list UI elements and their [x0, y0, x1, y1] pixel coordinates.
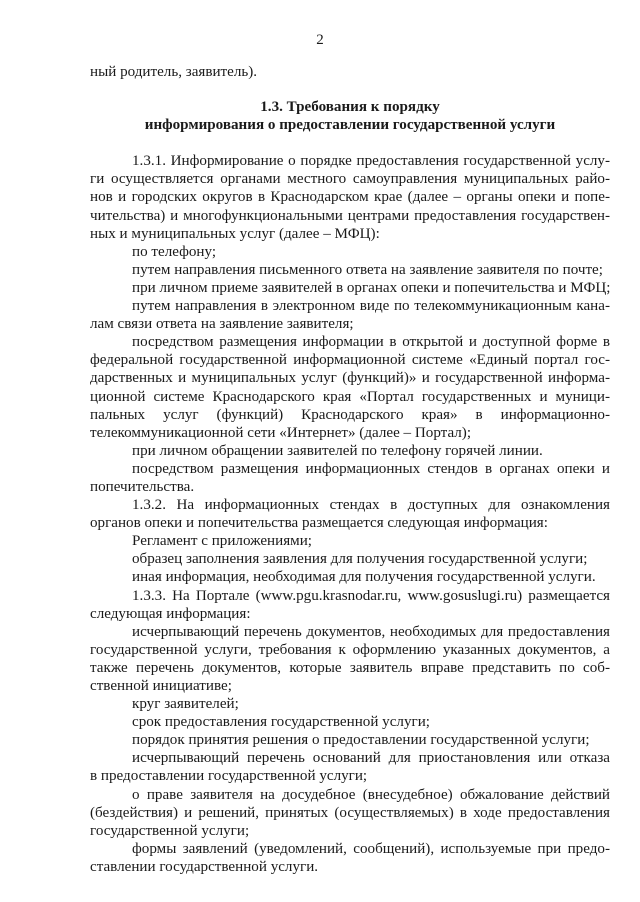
text-line: государственной услуги; — [90, 822, 250, 839]
text-line: пальных услуг (функций) Краснодарского края» в информационно- — [90, 406, 610, 423]
paragraph-first-line: формы заявлений (уведомлений, сообщений), используемые при предо- — [132, 840, 610, 857]
text-line: (бездействия) и решений, принятых (осуществляемых) в ходе предоставления — [90, 804, 610, 821]
text-line: ственной инициативе; — [90, 678, 232, 694]
text-line: ги осуществляется органами местного самоуправления муниципальных райо- — [90, 171, 610, 188]
text-line: нов и городских округов в Краснодарском крае (далее – органы опеки и попе- — [90, 189, 610, 206]
list-item-line: при личном приеме заявителей в органах опеки и попечительства и МФЦ; — [132, 279, 611, 296]
spacer — [90, 81, 610, 98]
paragraph-first-line: посредством размещения информации в открытой и доступной форме в — [132, 334, 610, 351]
text-line: государственной услуги, требования к оформлению указанных документов, а — [90, 641, 610, 658]
text-line: лам связи ответа на заявление заявителя; — [90, 316, 354, 333]
text-line: дарственных и муниципальных услуг (функций)» и государственной информа- — [90, 370, 610, 387]
paragraph-first-line: 1.3.1. Информирование о порядке предоставления государственной услу- — [132, 153, 610, 170]
list-item-line: порядок принятия решения о предоставлении государственной услуги; — [132, 732, 590, 749]
list-item-line: по телефону; — [132, 243, 217, 260]
section-heading: 1.3. Требования к порядку — [260, 99, 440, 116]
text-line: органов опеки и попечительства размещается следующая информация: — [90, 515, 548, 532]
paragraph-first-line: путем направления в электронном виде по телекоммуникационным кана- — [132, 298, 610, 315]
list-item-line: круг заявителей; — [132, 696, 239, 713]
text-line: также перечень документов, которые заявитель вправе представить по соб- — [90, 659, 610, 676]
text-line: в предоставлении государственной услуги; — [90, 768, 368, 785]
spacer — [90, 134, 610, 152]
paragraph-first-line: о праве заявителя на досудебное (внесудебное) обжалование действий — [132, 786, 610, 803]
text-line: ный родитель, заявитель). — [90, 64, 258, 80]
section-heading: информирования о предоставлении государственной услуги — [144, 117, 556, 134]
text-line: чительства) и многофункциональными центрами предоставления государствен- — [90, 207, 610, 224]
paragraph-first-line: исчерпывающий перечень документов, необходимых для предоставления — [132, 623, 610, 640]
list-item-line: путем направления письменного ответа на заявление заявителя по почте; — [132, 261, 603, 278]
list-item-line: срок предоставления государственной услуги; — [132, 714, 430, 731]
list-item-line: образец заполнения заявления для получения государственной услуги; — [132, 551, 588, 568]
text-line: следующая информация: — [90, 605, 251, 622]
text-line: телекоммуникационной сети «Интернет» (далее – Портал); — [90, 424, 472, 441]
list-item-line: иная информация, необходимая для получения государственной услуги. — [132, 569, 596, 586]
page-number: 2 — [316, 32, 324, 48]
text-line: федеральной государственной информационной системе «Единый портал гос- — [90, 352, 610, 369]
list-item-line: при личном обращении заявителей по телефону горячей линии. — [132, 442, 543, 459]
paragraph-first-line: 1.3.3. На Портале (www.pgu.krasnodar.ru, www.gosuslugi.ru) размещается — [132, 587, 610, 604]
paragraph-first-line: 1.3.2. На информационных стендах в доступных для ознакомления — [132, 497, 610, 514]
paragraph-first-line: исчерпывающий перечень оснований для приостановления или отказа — [132, 750, 610, 767]
text-line: попечительства. — [90, 478, 195, 495]
list-item-line: Регламент с приложениями; — [132, 533, 312, 550]
paragraph-first-line: посредством размещения информационных стендов в органах опеки и — [132, 460, 610, 477]
text-line: ставлении государственной услуги. — [90, 858, 319, 875]
text-line: ных и муниципальных услуг (далее – МФЦ): — [90, 225, 380, 242]
document-body — [90, 63, 610, 876]
text-line: ционной системе Краснодарского края «Портал государственных и муници- — [90, 388, 610, 405]
